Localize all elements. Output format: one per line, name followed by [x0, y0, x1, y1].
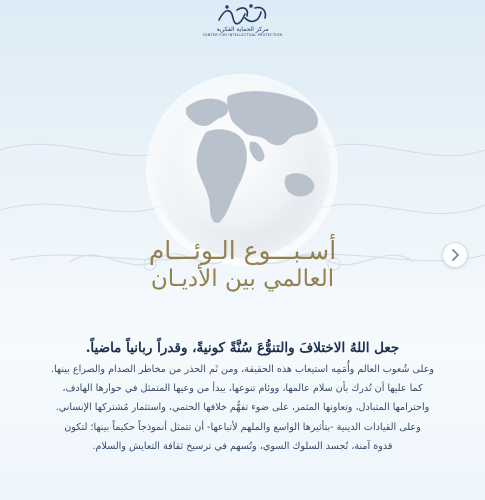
next-slide-button[interactable]	[442, 242, 468, 268]
body-line-4: وعلى القيادات الدينية -بتأثيرها الواسع والملهم لأتباعها- أن تتمثل أنموذجاً حكيماً بينها؛ لتكون	[64, 421, 421, 433]
body-line-5: قدوة آمنة، تُجسد السلوك السوي، وتُسهم في ترسيخ ثقافة التعايش والسلام.	[92, 440, 393, 452]
chevron-right-icon	[450, 249, 460, 261]
title-line-2: العالمي بين الأديـان	[150, 266, 335, 292]
org-subtitle: CENTER FOR INTELLECTUAL PROTECTION	[202, 33, 283, 37]
headline: جعل اللهُ الاختلافَ والتنوُّعَ سُنَّةً كونيةً، وقدراً ربانياً ماضياً.	[85, 340, 400, 356]
org-logo	[198, 4, 288, 38]
body-line-1: وعلى شُعوب العالم وأُمَمِه استيعاب هذه الحقيقة، ومن ثَم الحذر من مخاطر الصدام والصراع بينها.	[50, 364, 435, 375]
org-name: مركز الحماية الفكرية	[216, 26, 269, 33]
calligraphy-logo-icon	[215, 4, 271, 26]
title-line-1: أسـبـــوع الـوئـــام	[148, 236, 337, 265]
statement-text	[18, 338, 467, 456]
body-line-2: كما عليها أن تُدرك بأن سلام عالمها، ووئام تنوعها، يبدأ من وعيها المتمثل في حوارها الهادف،	[62, 383, 423, 395]
body-line-3: واحترامها المتبادل، وتعاونها المثمر، على ضوء تفهُّم خلافها الحتمي، واستثمار مُشتركها الإنساني.	[55, 402, 430, 414]
